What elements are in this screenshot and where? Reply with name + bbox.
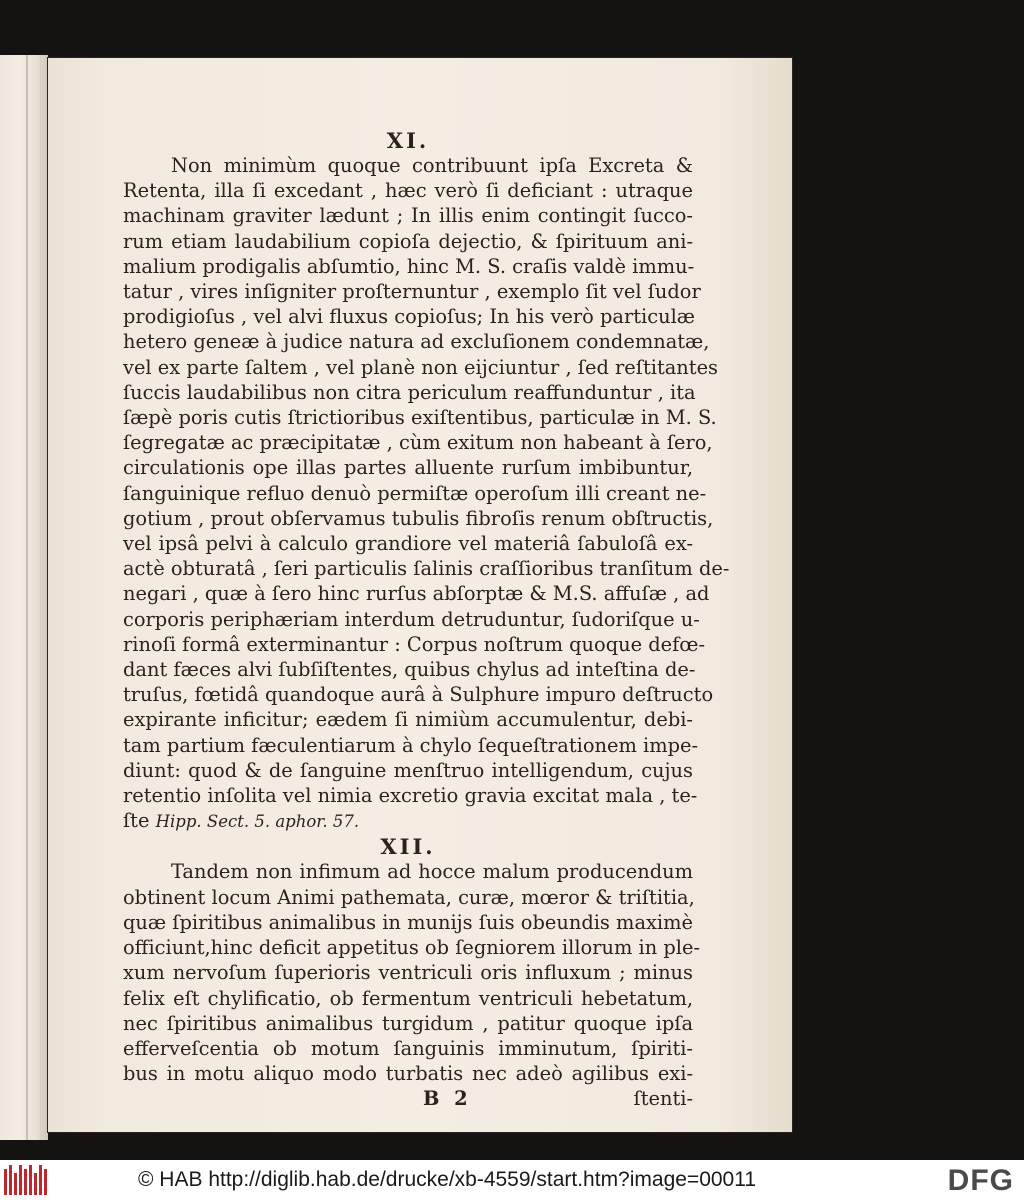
text-line: gotium , prout obſervamus tubulis fibroſis renum obſtructis,	[123, 506, 714, 530]
text-line: bus in motu aliquo modo turbatis nec adeò agilibus exi-	[123, 1062, 693, 1086]
footer-bar	[0, 1160, 1024, 1200]
text-line: Tandem non infimum ad hocce malum producendum	[171, 860, 693, 884]
credit-link[interactable]: © HAB http://diglib.hab.de/drucke/xb-4559/start.htm?image=00011	[138, 1168, 757, 1191]
text-line: xum nervoſum ſuperioris ventriculi oris influxum ; minus	[123, 961, 693, 985]
text-line: prodigioſus , vel alvi fluxus copioſus; In his verò particulæ	[123, 305, 696, 329]
text-line: obtinent locum Animi pathemata, curæ, mœror & triſtitia,	[123, 885, 695, 909]
text-line: actè obturatâ , ſeri particulis ſalinis craſſioribus tranſitum de-	[123, 557, 730, 581]
section-xi-last-line	[123, 808, 693, 834]
page-edge-line	[40, 55, 41, 1140]
text-line: officiunt,hinc deficit appetitus ob ſegniorem illorum in ple-	[123, 936, 700, 960]
text-line: nec ſpiritibus animalibus turgidum , patitur quoque ipſa	[123, 1011, 693, 1035]
text-line: Retenta, illa ſi excedant , hæc verò ſi deficiant : utraque	[123, 179, 693, 203]
page-edge-line	[26, 55, 28, 1140]
text-line: tatur , vires inſigniter proſternuntur , exemplo ſit vel ſudor	[123, 280, 701, 304]
catchword: ſtenti-	[633, 1087, 693, 1111]
text-line: tam partium fæculentiarum à chylo ſequeſtrationem impe-	[123, 733, 699, 757]
text-line: hetero geneæ à judice natura ad excluſionem condemnatæ,	[123, 330, 710, 354]
text-line: Non minimùm quoque contribuunt ipſa Excreta &	[171, 154, 693, 177]
text-line: ſuccis laudabilibus non citra periculum reaffunduntur , ita	[123, 380, 696, 404]
text-line: circulationis ope illas partes alluente rurſum imbibuntur,	[123, 456, 693, 480]
text-line: negari , quæ à ſero hinc rurſus abſorptæ & M.S. affuſæ , ad	[123, 582, 710, 606]
text-line: rinoſi formâ exterminantur : Corpus noſtrum quoque defœ-	[123, 632, 706, 656]
section-heading-xi: XI.	[386, 128, 430, 153]
text-line: corporis periphæriam interdum detruduntur, ſudoriſque u-	[123, 607, 700, 631]
dfg-logo: DFG	[947, 1164, 1014, 1197]
text-line: ſegregatæ ac præcipitatæ , cùm exitum non habeant à ſero,	[123, 431, 713, 455]
section-xi-body	[123, 153, 730, 808]
text-line: vel ipsâ pelvi à calculo grandiore vel materiâ ſabuloſâ ex-	[123, 532, 693, 556]
text-line: vel ex parte ſaltem , vel planè non eijciuntur , ſed reſtitantes	[123, 355, 719, 379]
text-line: ſanguinique refluo denuò permiſtæ operoſum illi creant ne-	[123, 481, 707, 505]
section-xii-body	[123, 859, 700, 1086]
text-line: diunt: quod & de ſanguine menſtruo intelligendum, cujus	[123, 758, 693, 782]
page-text	[123, 128, 730, 1111]
previous-pages-edge	[0, 55, 48, 1140]
text-line: machinam graviter lædunt ; In illis enim contingit ſucco-	[123, 204, 693, 228]
text-line: expirante inficitur; eædem ſi nimiùm accumulentur, debi-	[123, 708, 693, 732]
text-line: retentio inſolita vel nimia excretio gravia excitat mala , te-	[123, 784, 698, 808]
text-line: efferveſcentia ob motum ſanguinis imminutum, ſpiriti-	[123, 1036, 693, 1060]
text-line: truſus, fœtidâ quandoque aurâ à Sulphure impuro deſtructo	[123, 683, 714, 707]
text-line: dant fæces alvi ſubſiſtentes, quibus chylus ad inteſtina de-	[123, 658, 696, 682]
text-line-prefix: ſte	[123, 809, 150, 833]
hab-logo-icon	[4, 1165, 48, 1195]
text-line: quæ ſpiritibus animalibus in munijs ſuis obeundis maximè	[123, 910, 693, 934]
section-heading-xii: XII.	[380, 834, 436, 860]
text-line: ſæpè poris cutis ſtrictioribus exiſtentibus, particulæ in M. S.	[123, 406, 717, 430]
page-foot	[123, 1086, 693, 1111]
book-page	[48, 58, 792, 1132]
text-line: malium prodigalis abſumtio, hinc M. S. craſis valdè immu-	[123, 254, 695, 278]
text-line: felix eſt chylificatio, ob fermentum ventriculi hebetatum,	[123, 986, 693, 1010]
signature-mark: B 2	[423, 1087, 472, 1111]
hippocrates-reference: Hipp. Sect. 5. aphor. 57.	[155, 812, 360, 832]
text-line: rum etiam laudabilium copioſa dejectio, & ſpirituum ani-	[123, 229, 693, 253]
